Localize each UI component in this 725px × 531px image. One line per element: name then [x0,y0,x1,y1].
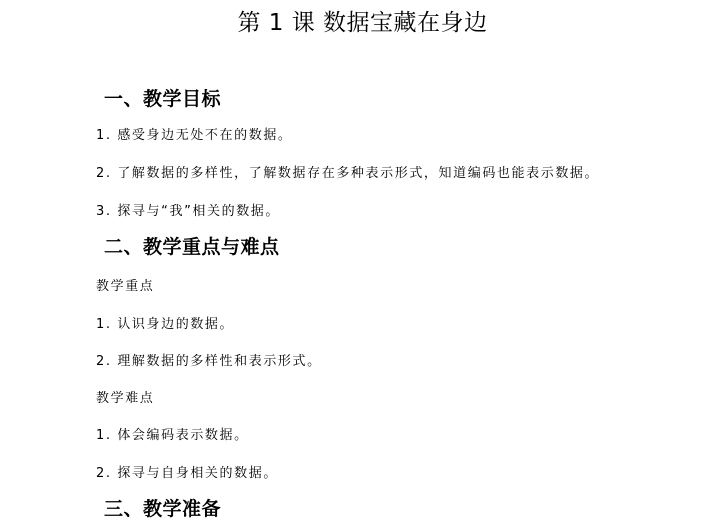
section-heading-key-points: 二、教学重点与难点 [104,236,280,258]
objective-item: 2. 了解数据的多样性，了解数据存在多种表示形式，知道编码也能表示数据。 [96,166,600,181]
difficulty-item: 2. 探寻与自身相关的数据。 [96,466,278,481]
section-heading-preparation: 三、教学准备 [104,498,222,520]
key-point-item: 1. 认识身边的数据。 [96,317,235,332]
key-point-item: 2. 理解数据的多样性和表示形式。 [96,354,322,369]
difficulty-item: 1. 体会编码表示数据。 [96,428,249,443]
section-heading-objectives: 一、教学目标 [104,88,222,110]
objective-item: 3. 探寻与“我”相关的数据。 [96,204,281,219]
objective-item: 1. 感受身边无处不在的数据。 [96,128,293,143]
difficulties-label: 教学难点 [96,391,155,406]
key-points-label: 教学重点 [96,279,155,294]
lesson-title: 第 1 课 数据宝藏在身边 [237,10,488,36]
